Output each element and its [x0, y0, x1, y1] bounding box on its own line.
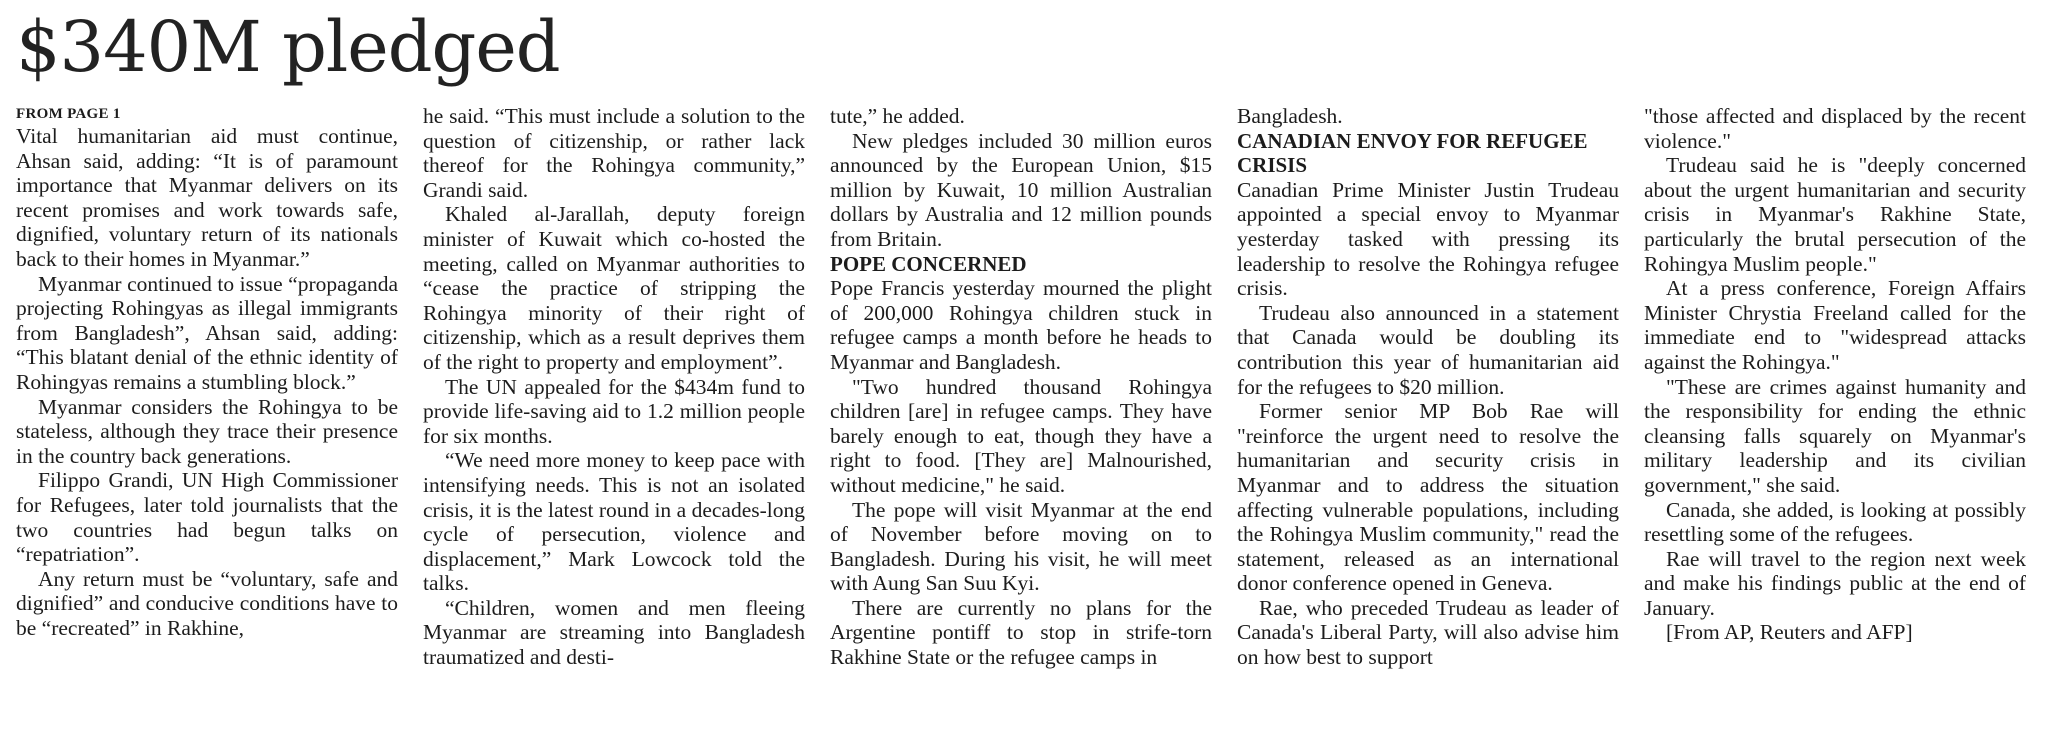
paragraph: The pope will visit Myanmar at the end of November before moving on to Bangladesh. During his visit, he will meet with Aung San Suu Kyi. [830, 497, 1212, 596]
paragraph: Rae, who preceded Trudeau as leader of Canada's Liberal Party, will also advise him on how best to support [1237, 595, 1619, 670]
paragraph: tute,” he added. [830, 104, 965, 128]
paragraph: Former senior MP Bob Rae will "reinforce the urgent need to resolve the humanitarian and security crisis in Myanmar and to address the situation affecting vulnerable populations, including the Rohingya Muslim community," read the statement, released as an international donor conference opened in Geneva. [1237, 399, 1619, 596]
paragraph: Myanmar considers the Rohingya to be stateless, although they trace their presence in the country back generations. [16, 394, 398, 468]
paragraph: Filippo Grandi, UN High Commissioner for Refugees, later told journalists that the two countries had begun talks on “repatriation”. [16, 468, 398, 567]
paragraph: Bangladesh. [1237, 104, 1343, 128]
wire-credit: [From AP, Reuters and AFP] [1666, 620, 1913, 645]
paragraph: "those affected and displaced by the recent violence." [1644, 104, 2026, 153]
paragraph: Myanmar continued to issue “propaganda projecting Rohingyas as illegal immigrants from Bangladesh”, Ahsan said, adding: “This blatant denial of the ethnic identity of Rohingyas remains a stumbling block.” [16, 271, 398, 394]
paragraph: "These are crimes against humanity and the responsibility for ending the ethnic cleansing falls squarely on Myanmar's military leadership and its civilian government," she said. [1644, 374, 2026, 497]
paragraph: “Children, women and men fleeing Myanmar are streaming into Bangladesh traumatized and desti- [423, 595, 805, 670]
headline: $340M pledged [16, 6, 560, 88]
paragraph: Trudeau said he is "deeply concerned about the urgent humanitarian and security crisis in Myanmar's Rakhine State, particularly the brutal persecution of the Rohingya Muslim people." [1644, 153, 2026, 276]
paragraph: Any return must be “voluntary, safe and dignified” and conducive conditions have to be “recreated” in Rakhine, [16, 566, 398, 640]
subheading-pope-concerned: POPE CONCERNED [830, 251, 1027, 276]
paragraph: Trudeau also announced in a statement that Canada would be doubling its contribution this year of humanitarian aid for the refugees to $20 million. [1237, 300, 1619, 399]
paragraph: "Two hundred thousand Rohingya children [are] in refugee camps. They have barely enough to eat, though they have a right to food. [They are] Malnourished, without medicine," he said. [830, 374, 1212, 497]
paragraph: he said. “This must include a solution to the question of citizenship, or rather lack thereof for the Rohingya community,” Grandi said. [423, 104, 805, 202]
jumpline: FROM PAGE 1 [16, 106, 121, 122]
paragraph: Pope Francis yesterday mourned the plight of 200,000 Rohingya children stuck in refugee camps a month before he heads to Myanmar and Bangladesh. [830, 276, 1212, 374]
paragraph: Canadian Prime Minister Justin Trudeau appointed a special envoy to Myanmar yesterday tasked with pressing its leadership to resolve the Rohingya refugee crisis. [1237, 177, 1619, 301]
paragraph: There are currently no plans for the Argentine pontiff to stop in strife-torn Rakhine State or the refugee camps in [830, 595, 1212, 670]
article-column-2 [423, 104, 805, 744]
article-column-5 [1644, 104, 2026, 744]
paragraph: Rae will travel to the region next week and make his findings public at the end of January. [1644, 546, 2026, 620]
paragraph: New pledges included 30 million euros announced by the European Union, $15 million by Kuwait, 10 million Australian dollars by Australia and 12 million pounds from Britain. [830, 128, 1212, 251]
paragraph: The UN appealed for the $434m fund to provide life-saving aid to 1.2 million people for six months. [423, 374, 805, 448]
paragraph: Canada, she added, is looking at possibly resettling some of the refugees. [1644, 497, 2026, 547]
article-column-4 [1237, 104, 1619, 744]
paragraph: “We need more money to keep pace with intensifying needs. This is not an isolated crisis, it is the latest round in a decades-long cycle of persecution, violence and displacement,” Mark Lowcock told the talks. [423, 448, 805, 596]
article-column-3 [830, 104, 1212, 744]
subheading-canadian-envoy: CANADIAN ENVOY FOR REFUGEE CRISIS [1237, 128, 1588, 178]
paragraph: Khaled al-Jarallah, deputy foreign minister of Kuwait which co-hosted the meeting, called on Myanmar authorities to “cease the practice of stripping the Rohingya minority of their right of citizenship, which as a result deprives them of the right to property and employment”. [423, 202, 805, 374]
article-column-1 [16, 104, 398, 744]
paragraph: At a press conference, Foreign Affairs Minister Chrystia Freeland called for the immediate end to "widespread attacks against the Rohingya." [1644, 276, 2026, 374]
paragraph: Vital humanitarian aid must continue, Ahsan said, adding: “It is of paramount importance that Myanmar delivers on its recent promises and work towards safe, dignified, voluntary return of its nationals back to their homes in Myanmar.” [16, 124, 398, 271]
